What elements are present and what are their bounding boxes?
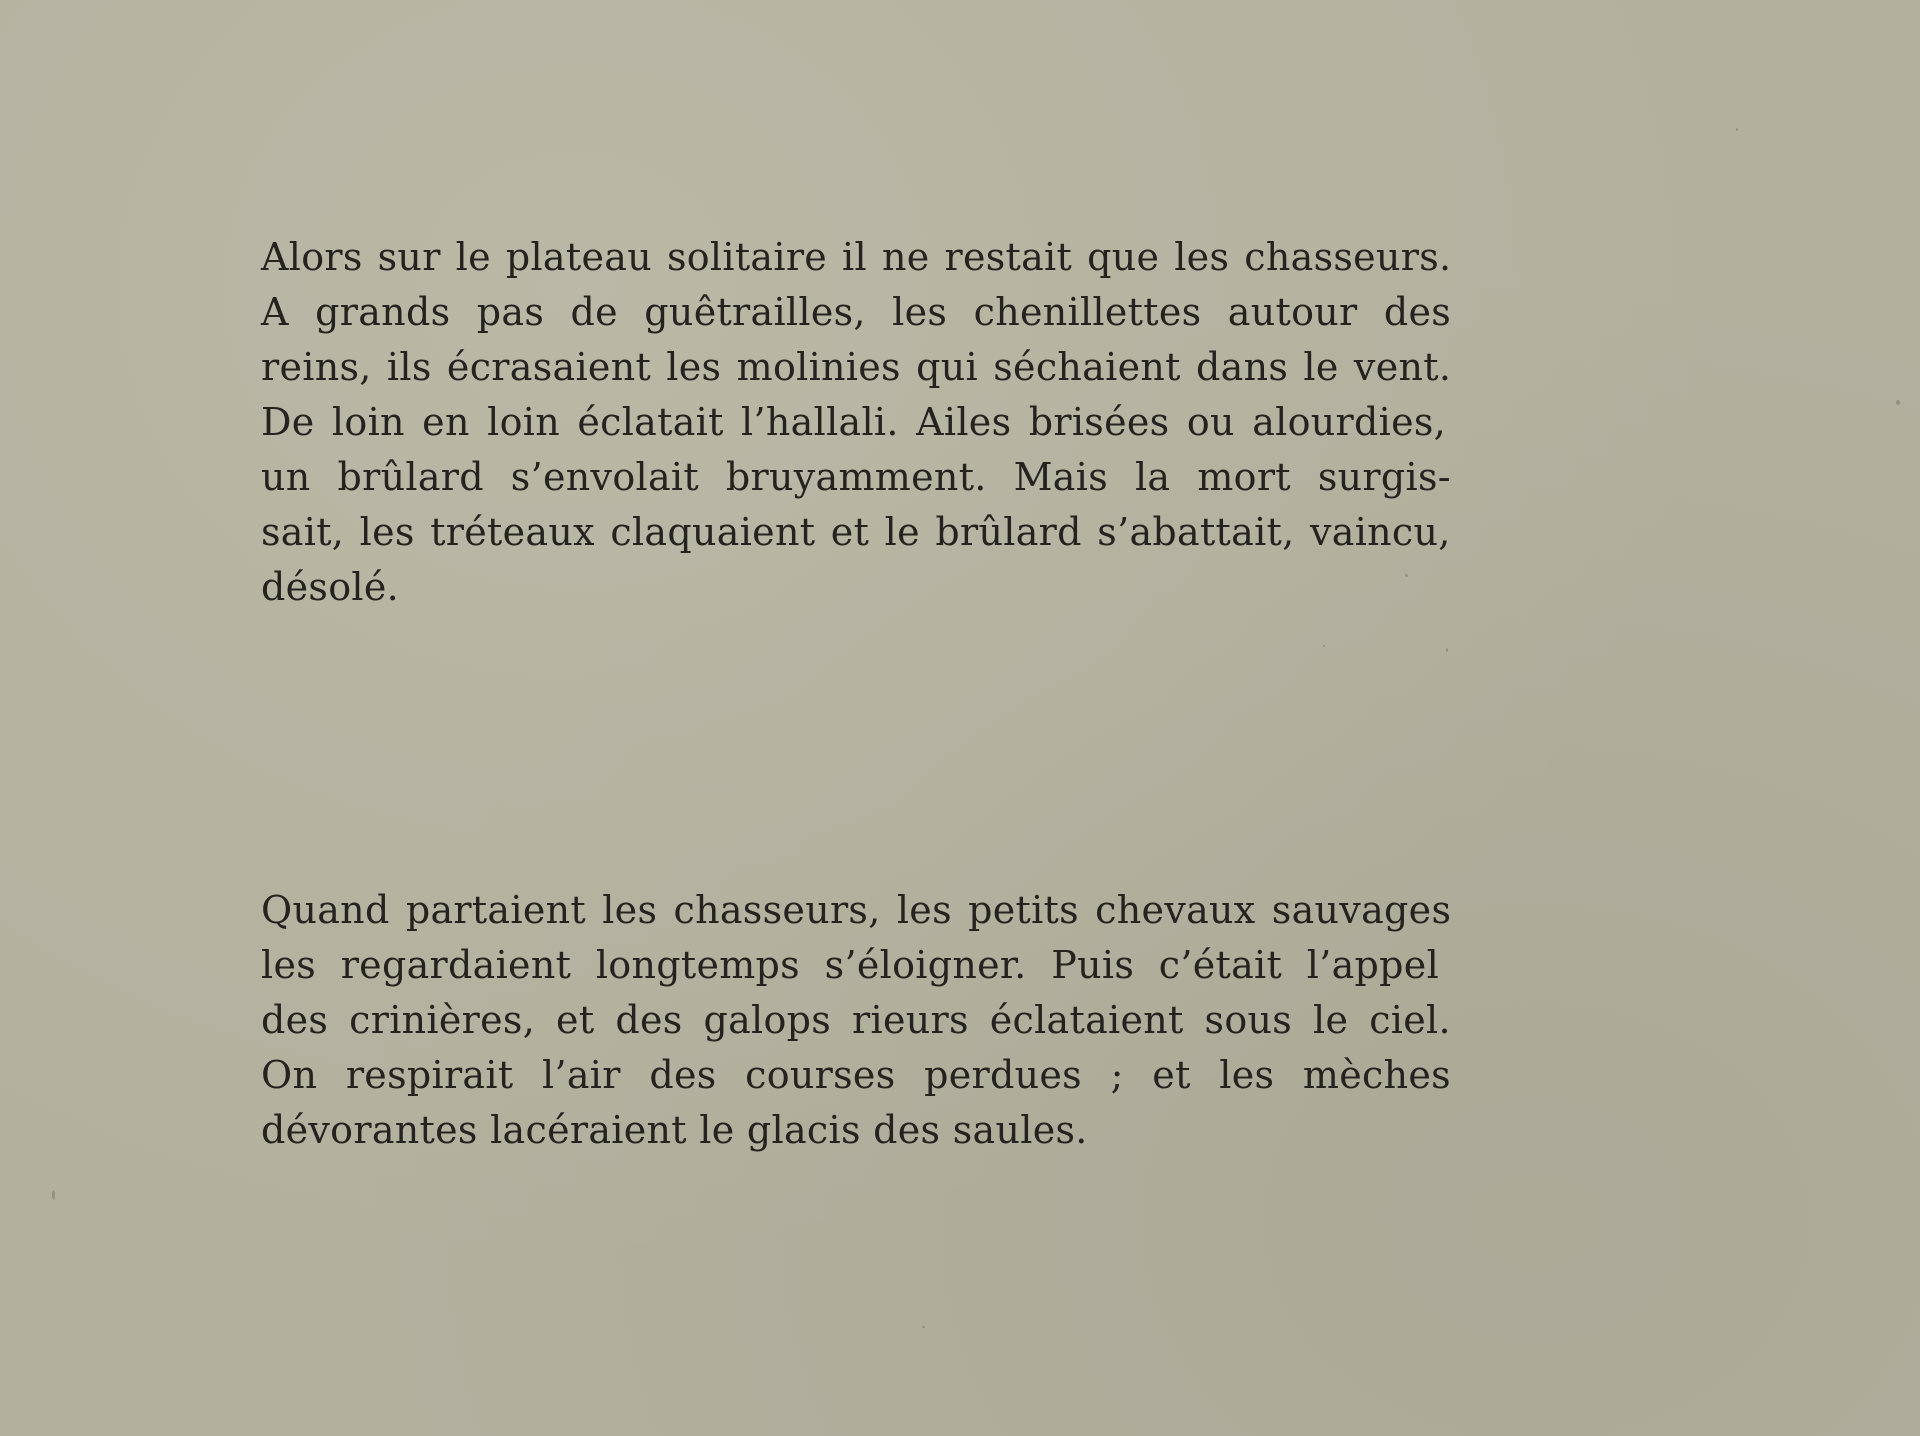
text-line: On respirait l’air des courses perdues ; et les mèches xyxy=(261,1053,1451,1097)
paragraph-hunters xyxy=(261,230,1451,615)
text-line: Alors sur le plateau solitaire il ne restait que les chasseurs. xyxy=(261,235,1452,279)
paper-speck xyxy=(52,1190,55,1200)
paper-speck xyxy=(1405,574,1408,577)
paper-speck xyxy=(922,1326,925,1328)
text-line: De loin en loin éclatait l’hallali. Ailes brisées ou alourdies, xyxy=(261,400,1447,444)
text-line: les regardaient longtemps s’éloigner. Puis c’était l’appel xyxy=(261,943,1440,987)
text-line: Quand partaient les chasseurs, les petits chevaux sauvages xyxy=(261,888,1452,932)
paper-speck xyxy=(1446,648,1448,652)
text-line: sait, les tréteaux claquaient et le brûlard s’abattait, vaincu, xyxy=(261,510,1451,554)
text-line: des crinières, et des galops rieurs éclataient sous le ciel. xyxy=(261,998,1451,1042)
text-line: un brûlard s’envolait bruyamment. Mais la mort surgis- xyxy=(261,455,1451,499)
text-line: dévorantes lacéraient le glacis des saules. xyxy=(261,1108,1088,1152)
paper-speck xyxy=(1736,128,1738,131)
paper-speck xyxy=(1323,645,1325,647)
text-line: désolé. xyxy=(261,565,400,609)
paragraph-wild-horses xyxy=(261,883,1451,1158)
text-line: A grands pas de guêtrailles, les chenillettes autour des xyxy=(261,290,1452,334)
text-line: reins, ils écrasaient les molinies qui séchaient dans le vent. xyxy=(261,345,1452,389)
paper-speck xyxy=(1896,400,1900,405)
